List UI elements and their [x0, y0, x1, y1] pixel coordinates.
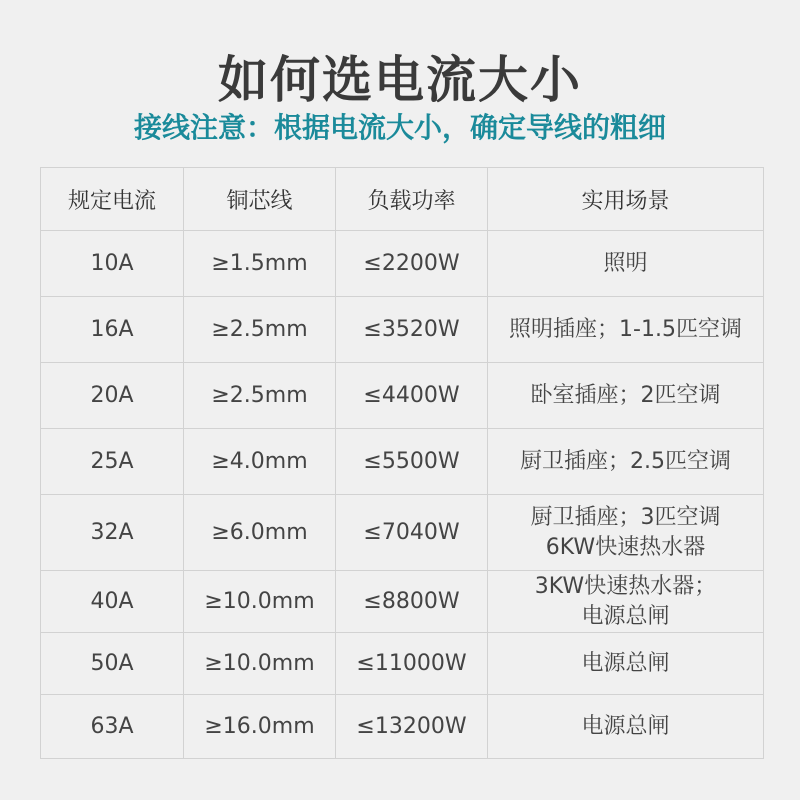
- header-load-power: 负载功率: [336, 168, 488, 231]
- scene-line: 照明: [603, 250, 648, 276]
- cell-power: ≤5500W: [336, 429, 488, 495]
- scene-line: 电源总闸: [581, 650, 670, 676]
- cell-scene: [488, 633, 764, 695]
- cell-current: 20A: [41, 363, 184, 429]
- cell-wire: ≥10.0mm: [184, 633, 336, 695]
- table-row: [41, 495, 764, 571]
- cell-scene: [488, 297, 764, 363]
- table-row: [41, 297, 764, 363]
- scene-line: 3KW快速热水器；: [534, 573, 717, 599]
- table-row: [41, 231, 764, 297]
- table-row: [41, 633, 764, 695]
- cell-current: 16A: [41, 297, 184, 363]
- table-header-row: [41, 168, 764, 231]
- cell-current: 25A: [41, 429, 184, 495]
- scene-line: 电源总闸: [581, 713, 670, 739]
- cell-wire: ≥10.0mm: [184, 571, 336, 633]
- cell-power: ≤3520W: [336, 297, 488, 363]
- cell-scene: [488, 695, 764, 759]
- cell-scene: [488, 495, 764, 571]
- scene-line: 厨卫插座；3匹空调: [530, 504, 721, 530]
- cell-power: ≤7040W: [336, 495, 488, 571]
- cell-current: 63A: [41, 695, 184, 759]
- cell-wire: ≥1.5mm: [184, 231, 336, 297]
- current-selection-table: [40, 167, 764, 759]
- cell-wire: ≥6.0mm: [184, 495, 336, 571]
- scene-line: 电源总闸: [581, 603, 670, 629]
- header-usage-scene: 实用场景: [488, 168, 764, 231]
- scene-line: 厨卫插座；2.5匹空调: [520, 448, 731, 474]
- cell-scene: [488, 363, 764, 429]
- table-row: [41, 429, 764, 495]
- cell-power: ≤11000W: [336, 633, 488, 695]
- cell-scene: [488, 231, 764, 297]
- cell-current: 32A: [41, 495, 184, 571]
- cell-scene: [488, 429, 764, 495]
- scene-line: 照明插座；1-1.5匹空调: [509, 316, 742, 342]
- table-row: [41, 695, 764, 759]
- cell-wire: ≥2.5mm: [184, 363, 336, 429]
- header-copper-wire: 铜芯线: [184, 168, 336, 231]
- cell-power: ≤13200W: [336, 695, 488, 759]
- cell-scene: [488, 571, 764, 633]
- header-current: 规定电流: [41, 168, 184, 231]
- cell-power: ≤2200W: [336, 231, 488, 297]
- cell-wire: ≥4.0mm: [184, 429, 336, 495]
- cell-current: 40A: [41, 571, 184, 633]
- scene-line: 6KW快速热水器: [545, 534, 706, 560]
- table-row: [41, 363, 764, 429]
- page-subtitle: 接线注意：根据电流大小，确定导线的粗细: [133, 111, 666, 144]
- cell-power: ≤4400W: [336, 363, 488, 429]
- scene-line: 卧室插座；2匹空调: [530, 382, 721, 408]
- cell-wire: ≥2.5mm: [184, 297, 336, 363]
- cell-power: ≤8800W: [336, 571, 488, 633]
- page-title: 如何选电流大小: [218, 51, 582, 109]
- cell-current: 10A: [41, 231, 184, 297]
- table-row: [41, 571, 764, 633]
- cell-wire: ≥16.0mm: [184, 695, 336, 759]
- cell-current: 50A: [41, 633, 184, 695]
